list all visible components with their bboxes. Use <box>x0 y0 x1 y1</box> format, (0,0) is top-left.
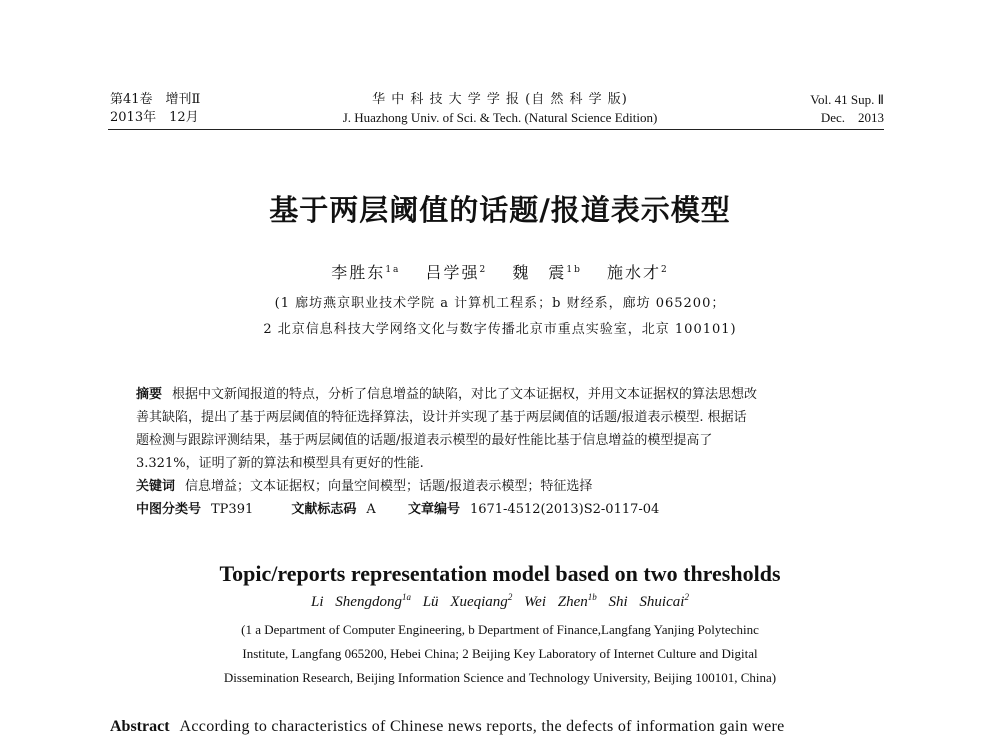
author-cn: 吕学强 <box>425 263 480 282</box>
page-title-cn: 基于两层阈值的话题/报道表示模型 <box>269 193 731 227</box>
affiliation-en-line: (1 a Department of Computer Engineering, b Department of Finance,Langfang Yanjing Polytechinc <box>241 622 759 637</box>
author-cn: 魏 震 <box>512 263 567 282</box>
header-journal-cn: 华 中 科 技 大 学 学 报 (自 然 科 学 版) <box>372 92 628 107</box>
author-mark: 2 <box>479 265 488 275</box>
author-mark: 1b <box>587 592 597 602</box>
header-vol-en: Vol. 41 Sup. Ⅱ <box>810 92 884 107</box>
abstract-line: 根据中文新闻报道的特点，分析了信息增益的缺陷，对比了文本证据权，并用文本证据权的算法思想改 <box>172 387 758 402</box>
article-no-label: 文章编号 <box>407 502 460 517</box>
keywords-label-cn: 关键词 <box>136 479 176 494</box>
abstract-line: 题检测与跟踪评测结果，基于两层阈值的话题/报道表示模型的最好性能比基于信息增益的模型提高了 <box>136 433 713 448</box>
author-en: Li Shengdong <box>311 594 402 610</box>
abstract-en <box>110 718 785 736</box>
doc-code-value: A <box>366 502 376 517</box>
clc-value: TP391 <box>211 502 254 517</box>
author-mark: 2 <box>507 592 513 602</box>
doc-code-label: 文献标志码 <box>291 502 357 517</box>
author-mark: 1a <box>385 265 401 275</box>
abstract-line: 3.321%，证明了新的算法和模型具有更好的性能. <box>136 456 424 471</box>
affiliation-cn-line: (1 廊坊燕京职业技术学院 a 计算机工程系；b 财经系，廊坊 065200； <box>274 296 726 311</box>
keywords-cn: 信息增益；文本证据权；向量空间模型；话题/报道表示模型；特征选择 <box>185 479 593 494</box>
header-volume: 第41卷 增刊Ⅱ <box>110 92 201 107</box>
author-mark: 2 <box>684 592 689 602</box>
header-journal-en: J. Huazhong Univ. of Sci. & Tech. (Natural Science Edition) <box>342 110 658 125</box>
author-en: Lü Xueqiang <box>422 594 508 610</box>
author-mark: 2 <box>660 265 669 275</box>
authors-cn <box>0 260 1000 283</box>
author-en: Shi Shuicai <box>608 594 685 610</box>
author-en: Wei Zhen <box>524 594 588 610</box>
header-date-en: Dec. 2013 <box>820 110 884 125</box>
author-mark: 1a <box>401 592 411 602</box>
header-date: 2013年 12月 <box>110 110 199 125</box>
author-cn: 李胜东 <box>331 263 386 282</box>
author-cn: 施水才 <box>606 263 661 282</box>
authors-en <box>0 594 1000 611</box>
abstract-label-en: Abstract <box>110 718 170 735</box>
article-no-value: 1671-4512(2013)S2-0117-04 <box>469 502 660 517</box>
abstract-en-line: According to characteristics of Chinese news reports, the defects of information gain were <box>179 718 785 735</box>
abstract-line: 善其缺陷，提出了基于两层阈值的特征选择算法，设计并实现了基于两层阈值的话题/报道表示模型. 根据话 <box>136 410 747 425</box>
clc-label: 中图分类号 <box>136 502 202 517</box>
author-mark: 1b <box>566 265 582 275</box>
affiliation-cn-line: 2 北京信息科技大学网络文化与数字传播北京市重点实验室，北京 100101) <box>263 322 737 337</box>
abstract-label-cn: 摘要 <box>136 387 163 402</box>
abstract-cn <box>136 383 876 521</box>
classification-row <box>136 498 876 521</box>
header-rule <box>108 129 884 130</box>
page-title-en: Topic/reports representation model based on two thresholds <box>219 561 781 586</box>
affiliation-en-line: Dissemination Research, Beijing Information Science and Technology University, Beijing 100101, China) <box>223 670 777 685</box>
affiliation-en-line: Institute, Langfang 065200, Hebei China; 2 Beijing Key Laboratory of Internet Culture and Digital <box>242 646 758 661</box>
